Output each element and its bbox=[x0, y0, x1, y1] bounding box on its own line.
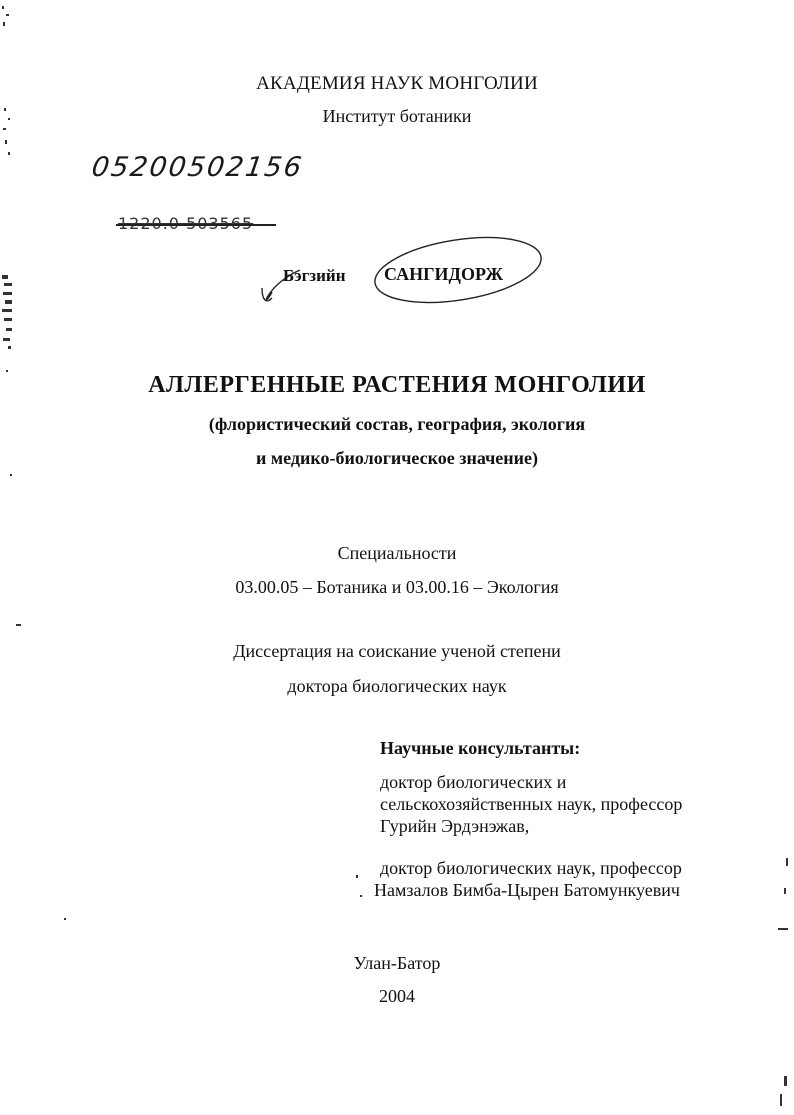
academy-name: АКАДЕМИЯ НАУК МОНГОЛИИ bbox=[256, 73, 538, 94]
dissertation-title: АЛЛЕРГЕННЫЕ РАСТЕНИЯ МОНГОЛИИ bbox=[148, 372, 646, 398]
advisor-2-name: Намзалов Бимба-Цырен Батомункуевич bbox=[374, 880, 680, 900]
author-last-name: САНГИДОРЖ bbox=[384, 264, 504, 284]
year: 2004 bbox=[379, 986, 415, 1006]
specialty-value: 03.00.05 – Ботаника и 03.00.16 – Экология bbox=[235, 577, 559, 597]
institute-name: Институт ботаники bbox=[322, 106, 472, 126]
strike-line bbox=[116, 224, 276, 226]
specialty-label: Специальности bbox=[337, 543, 457, 563]
dissertation-degree-line-2: доктора биологических наук bbox=[287, 676, 507, 696]
advisor-1-name: Гурийн Эрдэнэжав, bbox=[380, 816, 530, 836]
advisors-heading: Научные консультанты: bbox=[380, 738, 581, 758]
author-first-name: Бэгзийн bbox=[283, 266, 346, 285]
handwritten-number: 05200502156 bbox=[89, 152, 306, 183]
subtitle-line-1: (флористический состав, география, экология bbox=[208, 414, 586, 434]
city: Улан-Батор bbox=[353, 953, 441, 973]
dissertation-degree-line-1: Диссертация на соискание ученой степени bbox=[233, 641, 561, 661]
advisor-1-line-1: доктор биологических и bbox=[380, 772, 567, 792]
advisor-2-line-1: доктор биологических наук, профессор bbox=[380, 858, 682, 878]
advisor-1-line-2: сельскохозяйственных наук, профессор bbox=[380, 794, 683, 814]
subtitle-line-2: и медико-биологическое значение) bbox=[256, 448, 538, 468]
